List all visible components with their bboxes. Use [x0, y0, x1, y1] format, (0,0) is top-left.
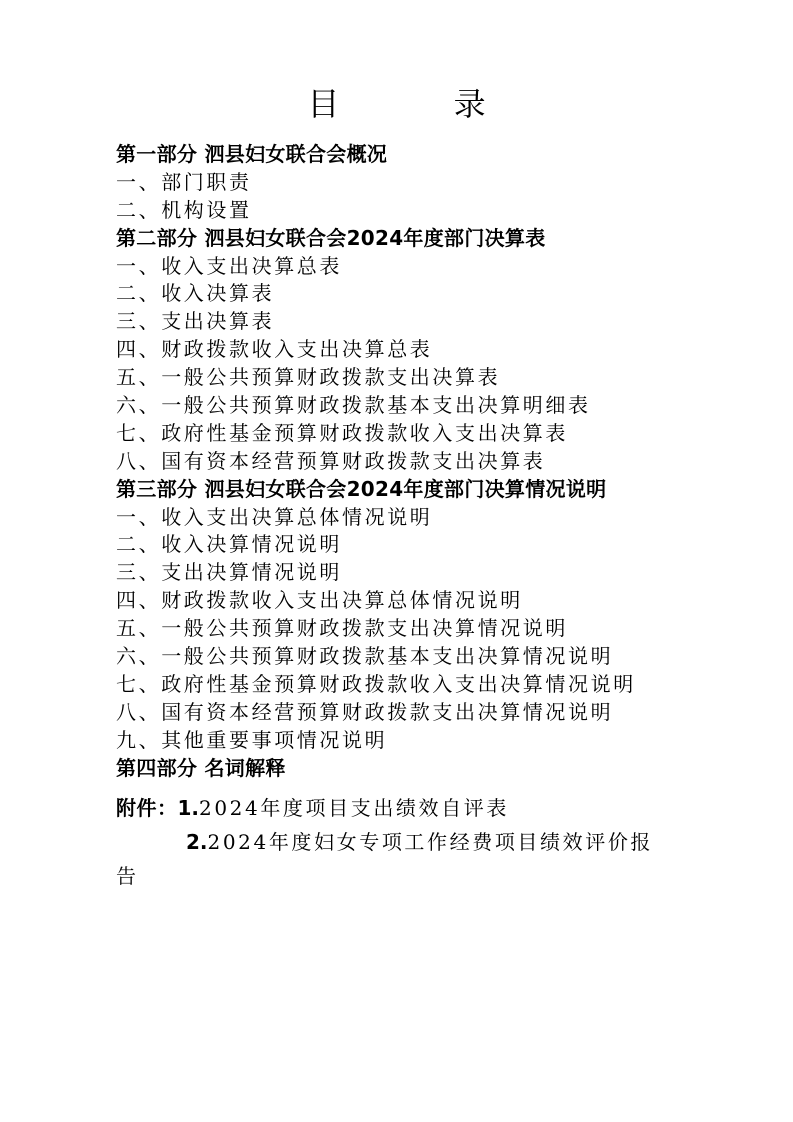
toc-item: 六、一般公共预算财政拨款基本支出决算情况说明	[116, 644, 614, 669]
toc-item: 七、政府性基金预算财政拨款收入支出决算表	[116, 420, 568, 445]
toc-part-heading: 第一部分 泗县妇女联合会概况	[116, 142, 388, 166]
toc-item: 六、一般公共预算财政拨款基本支出决算明细表	[116, 393, 591, 418]
toc-item: 五、一般公共预算财政拨款支出决算情况说明	[116, 616, 568, 641]
toc-item: 一、收入支出决算总表	[116, 253, 342, 278]
toc-item: 八、国有资本经营预算财政拨款支出决算情况说明	[116, 699, 614, 724]
toc-item: 二、收入决算表	[116, 281, 275, 306]
attachment-title: 2024年度项目支出绩效自评表	[199, 796, 509, 820]
toc-part-heading: 第四部分 名词解释	[116, 755, 286, 780]
attachment-title: 2024年度妇女专项工作经费项目绩效评价报	[207, 830, 654, 854]
attachments-label: 附件：	[116, 796, 178, 820]
toc-item: 四、财政拨款收入支出决算总体情况说明	[116, 588, 523, 613]
page-title: 目 录	[307, 85, 538, 123]
attachment-row	[116, 825, 696, 859]
toc-item: 二、收入决算情况说明	[116, 532, 342, 557]
toc-part-heading: 第三部分 泗县妇女联合会2024年度部门决算情况说明	[116, 476, 607, 501]
toc-item: 三、支出决算表	[116, 309, 275, 334]
attachment-number: 1.	[177, 796, 200, 820]
toc-item: 二、机构设置	[116, 197, 252, 222]
toc-item: 七、政府性基金预算财政拨款收入支出决算情况说明	[116, 671, 636, 696]
toc-item: 一、部门职责	[116, 169, 252, 194]
toc-item: 一、收入支出决算总体情况说明	[116, 504, 433, 529]
toc-item: 三、支出决算情况说明	[116, 560, 342, 585]
toc-item: 八、国有资本经营预算财政拨款支出决算表	[116, 448, 546, 473]
attachments-section	[116, 791, 696, 893]
attachment-row-continuation	[116, 859, 696, 893]
attachment-number: 2.	[186, 830, 208, 854]
attachment-row	[116, 791, 696, 825]
table-of-contents	[116, 141, 736, 782]
attachment-title-continuation: 告	[116, 864, 139, 888]
toc-item: 九、其他重要事项情况说明	[116, 727, 388, 752]
toc-item: 四、财政拨款收入支出决算总表	[116, 337, 433, 362]
toc-item: 五、一般公共预算财政拨款支出决算表	[116, 365, 501, 390]
toc-part-heading: 第二部分 泗县妇女联合会2024年度部门决算表	[116, 225, 546, 250]
